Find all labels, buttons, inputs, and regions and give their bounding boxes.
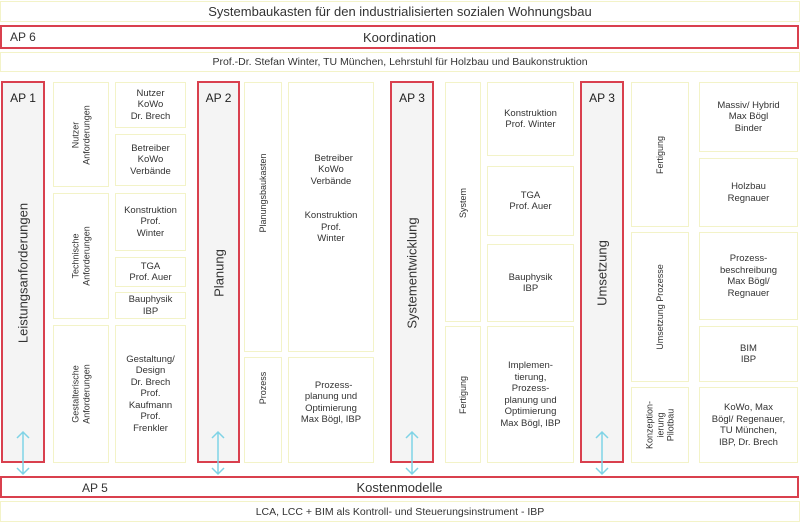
ap3u-item-prozessbeschreibung <box>699 232 798 320</box>
ap2-group-prozess-label: Prozess <box>257 371 268 405</box>
ap1-item-betreiber <box>115 134 186 186</box>
ap3u-group-fertigung <box>631 82 689 227</box>
ap1-item-bauphysik <box>115 292 186 319</box>
ap3-group-fertigung-label: Fertigung <box>457 375 468 415</box>
ap3-item-tga <box>487 166 574 236</box>
ap1-item-betreiber-text: Betreiber KoWo Verbände <box>130 142 171 177</box>
ap2-name: Planung <box>211 249 226 297</box>
ap6-bar <box>0 25 799 49</box>
ap3u-item-massiv-text: Massiv/ Hybrid Max Bögl Binder <box>717 99 780 134</box>
ap2-column <box>197 81 240 463</box>
ap1-arrow-icon <box>16 430 30 476</box>
ap6-subtitle: Prof.-Dr. Stefan Winter, TU München, Lehrstuhl für Holzbau und Baukonstruktion <box>212 56 588 68</box>
ap1-item-gestaltung-text: Gestaltung/ Design Dr. Brech Prof. Kaufmann Prof. Frenkler <box>126 353 175 434</box>
ap1-column <box>1 81 45 463</box>
ap2-group-planungsbaukasten-label: Planungsbaukasten <box>257 153 268 233</box>
ap1-group-technisch-label: Technische Anforderungen <box>70 226 91 286</box>
ap1-item-tga <box>115 257 186 287</box>
ap3-item-bauphysik-text: Bauphysik IBP <box>508 271 553 294</box>
ap3-umsetzung-name: Umsetzung <box>594 240 610 306</box>
ap6-label: AP 6 <box>10 30 36 44</box>
ap3u-group-umsetzung-prozesse <box>631 232 689 382</box>
ap3-item-konstruktion-text: Konstruktion Prof. Winter <box>504 107 557 130</box>
ap6-title: Koordination <box>363 29 436 45</box>
ap2-arrow-icon <box>211 430 225 476</box>
ap1-item-tga-text: TGA Prof. Auer <box>129 260 172 283</box>
ap2-item-betreiber-konstruktion-text: Betreiber KoWo Verbände Konstruktion Prof. Winter <box>304 152 358 244</box>
ap1-label: AP 1 <box>10 91 36 105</box>
ap3u-item-prozessbeschreibung-text: Prozess- beschreibung Max Bögl/ Regnauer <box>719 253 778 299</box>
ap1-group-nutzer <box>53 82 109 187</box>
ap3u-group-umsetzung-prozesse-label: Umsetzung Prozesse <box>654 264 665 350</box>
main-title: Systembaukasten für den industrialisierten sozialen Wohnungsbau <box>208 4 592 19</box>
ap3u-group-konzeption <box>631 387 689 463</box>
ap5-bar <box>0 476 799 498</box>
ap2-item-betreiber-konstruktion <box>288 82 374 352</box>
ap3u-item-kowo <box>699 387 798 463</box>
ap2-group-prozess <box>244 357 282 463</box>
ap1-group-gestalt-label: Gestalterische Anforderungen <box>70 364 91 424</box>
ap1-item-konstruktion <box>115 193 186 251</box>
ap3-umsetzung-arrow-icon <box>595 430 609 476</box>
ap3u-item-massiv <box>699 82 798 152</box>
ap3-system-label: AP 3 <box>399 91 425 105</box>
ap2-item-prozessplanung-text: Prozess- planung und Optimierung Max Bögl, IBP <box>300 379 362 425</box>
ap3-group-system-label: System <box>457 187 468 219</box>
ap3-umsetzung-label: AP 3 <box>589 91 615 105</box>
ap3-item-konstruktion <box>487 82 574 156</box>
ap3u-group-konzeption-label: Konzeption- ierung Pilotbau <box>644 400 676 450</box>
ap3-item-bauphysik <box>487 244 574 322</box>
ap3u-item-bim <box>699 326 798 382</box>
ap3-system-name: Systementwicklung <box>404 217 420 329</box>
ap5-label: AP 5 <box>82 481 108 495</box>
ap3u-item-holzbau-text: Holzbau Regnauer <box>727 181 770 204</box>
ap1-item-konstruktion-text: Konstruktion Prof. Winter <box>124 204 177 239</box>
ap3-item-implementierung-text: Implemen- tierung, Prozess- planung und Optimierung Max Bögl, IBP <box>500 360 561 429</box>
ap6-subtitle-bar <box>0 52 800 72</box>
ap1-item-nutzer-text: Nutzer KoWo Dr. Brech <box>130 87 171 122</box>
ap3u-group-fertigung-label: Fertigung <box>654 135 665 175</box>
ap3-item-implementierung <box>487 326 574 463</box>
ap2-item-prozessplanung <box>288 357 374 463</box>
ap1-name: Leistungsanforderungen <box>15 202 31 344</box>
ap3-system-arrow-icon <box>405 430 419 476</box>
ap1-item-nutzer <box>115 82 186 128</box>
ap3-system-column <box>390 81 434 463</box>
ap5-subtitle-bar <box>0 501 800 522</box>
ap3u-item-holzbau <box>699 158 798 227</box>
ap1-group-gestalt <box>53 325 109 463</box>
ap1-item-bauphysik-text: Bauphysik IBP <box>128 294 173 317</box>
ap3-group-system <box>445 82 481 322</box>
ap1-group-technisch <box>53 193 109 319</box>
ap3-item-tga-text: TGA Prof. Auer <box>509 189 552 212</box>
ap2-group-planungsbaukasten <box>244 82 282 352</box>
ap5-title: Kostenmodelle <box>356 479 443 495</box>
ap3-umsetzung-column <box>580 81 624 463</box>
ap3u-item-kowo-text: KoWo, Max Bögl/ Regenauer, TU München, IBP, Dr. Brech <box>711 402 786 448</box>
ap5-subtitle: LCA, LCC + BIM als Kontroll- und Steuerungsinstrument - IBP <box>255 505 545 518</box>
ap1-item-gestaltung <box>115 325 186 463</box>
ap1-group-nutzer-label: Nutzer Anforderungen <box>70 104 91 165</box>
ap2-label: AP 2 <box>205 91 232 105</box>
main-title-bar <box>0 1 800 22</box>
ap3u-item-bim-text: BIM IBP <box>740 342 757 365</box>
ap3-group-fertigung <box>445 326 481 463</box>
